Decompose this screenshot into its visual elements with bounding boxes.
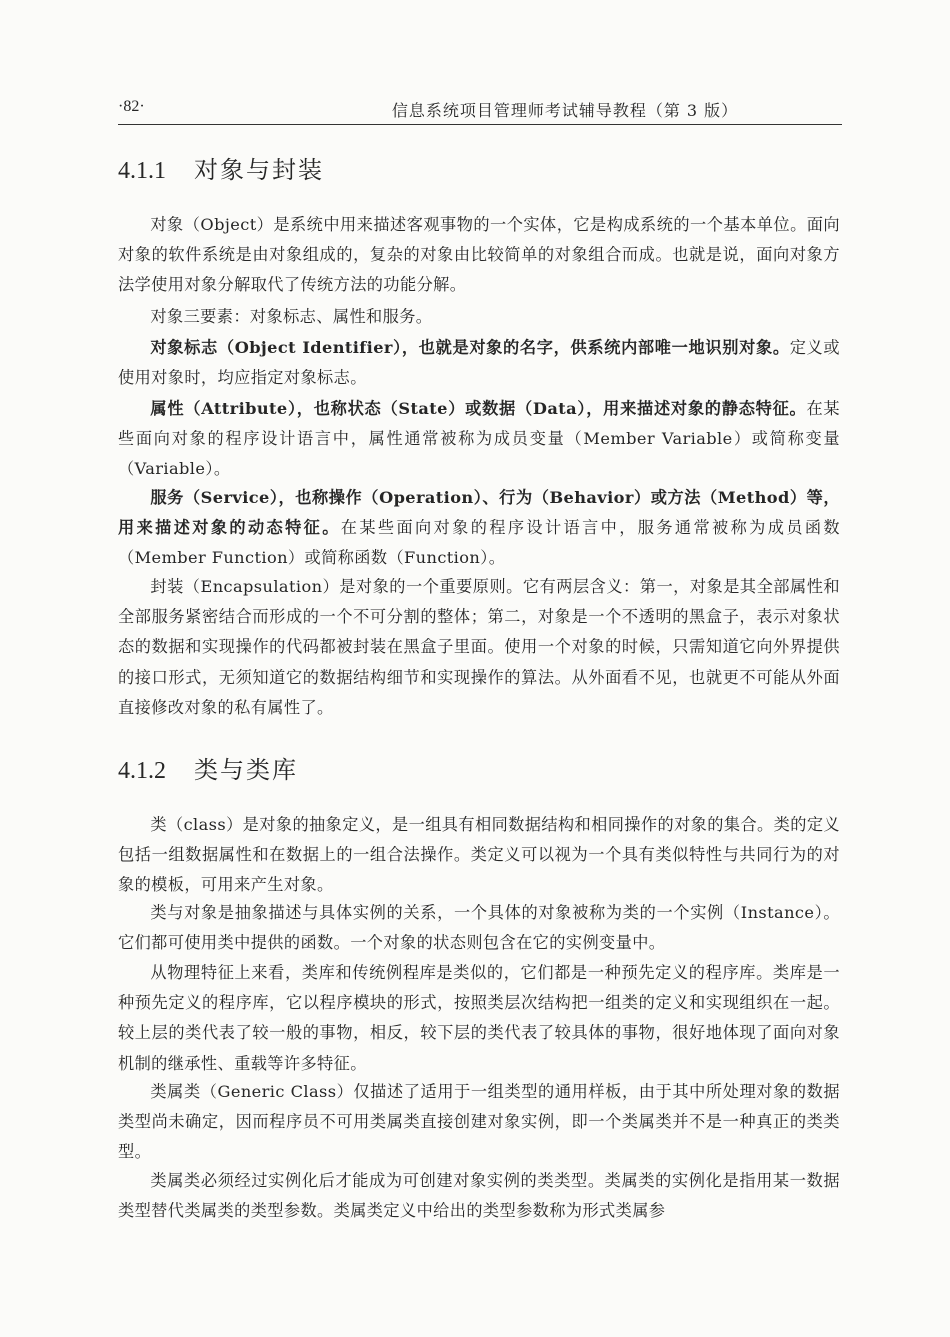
bold-lead: 属性（Attribute），也称状态（State）或数据（Data），用来描述对象的静态特征。: [150, 399, 807, 418]
bold-lead: 服务（Service），也称操作（Operation）、行为（Behavior）或方法（Method）等，用来描述对象的动态特征。: [118, 488, 840, 538]
paragraph-service: [118, 483, 840, 574]
bold-lead: 对象标志（Object Identifier），也就是对象的名字，供系统内部唯一地识别对象。: [150, 338, 790, 357]
section-title: 类与类库: [194, 756, 298, 784]
paragraph-object-identifier: [118, 333, 840, 393]
paragraph-text: 在某些面向对象的程序设计语言中，属性通常被称为成员变量（Member Variable）或简称变量（Variable）。: [118, 399, 840, 479]
paragraph-class-instance: 类与对象是抽象描述与具体实例的关系，一个具体的对象被称为类的一个实例（Instance）。它们都可使用类中提供的函数。一个对象的状态则包含在它的实例变量中。: [118, 903, 840, 953]
paragraph-class-library: 从物理特征上来看，类库和传统例程库是类似的，它们都是一种预先定义的程序库。类库是一种预先定义的程序库，它以程序模块的形式，按照类层次结构把一组类的定义和实现组织在一起。较上层的类代表了较一般的事物，相反，较下层的类代表了较具体的事物，很好地体现了面向对象机制的继承性、重载等许多特征。: [118, 963, 840, 1073]
section-heading-4-1-2: [118, 750, 298, 785]
paragraph-class-definition: 类（class）是对象的抽象定义，是一组具有相同数据结构和相同操作的对象的集合。类的定义包括一组数据属性和在数据上的一组合法操作。类定义可以视为一个具有类似特性与共同行为的对象的模板，可用来产生对象。: [118, 815, 840, 895]
section-title: 对象与封装: [194, 156, 324, 184]
section-number: 4.1.1: [118, 158, 166, 184]
paragraph-text: 在某些面向对象的程序设计语言中，服务通常被称为成员函数（Member Function）或简称函数（Function）。: [118, 518, 840, 568]
paragraph-object-definition: 对象（Object）是系统中用来描述客观事物的一个实体，它是构成系统的一个基本单位。面向对象的软件系统是由对象组成的，复杂的对象由比较简单的对象组合而成。也就是说，面向对象方法学使用对象分解取代了传统方法的功能分解。: [118, 215, 840, 295]
paragraph-three-elements: 对象三要素：对象标志、属性和服务。: [150, 307, 433, 326]
paragraph-generic-instantiation: 类属类必须经过实例化后才能成为可创建对象实例的类类型。类属类的实例化是指用某一数据类型替代类属类的类型参数。类属类定义中给出的类型参数称为形式类属参: [118, 1171, 840, 1221]
running-title: 信息系统项目管理师考试辅导教程（第 3 版）: [391, 101, 739, 120]
paragraph-encapsulation: 封装（Encapsulation）是对象的一个重要原则。它有两层含义：第一，对象是其全部属性和全部服务紧密结合而形成的一个不可分割的整体；第二，对象是一个不透明的黑盒子，表示对象状态的数据和实现操作的代码都被封装在黑盒子里面。使用一个对象的时候，只需知道它向外界提供的接口形式，无须知道它的数据结构细节和实现操作的算法。从外面看不见，也就更不可能从外面直接修改对象的私有属性了。: [118, 577, 840, 717]
section-heading-4-1-1: [118, 150, 324, 185]
page-number: ·82·: [118, 98, 145, 115]
section-number: 4.1.2: [118, 758, 166, 784]
paragraph-text: 定义或使用对象时，均应指定对象标志。: [118, 338, 840, 388]
paragraph-attribute: [118, 394, 840, 485]
page-header: [118, 96, 842, 125]
paragraph-generic-class: 类属类（Generic Class）仅描述了适用于一组类型的通用样板，由于其中所处理对象的数据类型尚未确定，因而程序员不可用类属类直接创建对象实例，即一个类属类并不是一种真正的类类型。: [118, 1082, 840, 1162]
